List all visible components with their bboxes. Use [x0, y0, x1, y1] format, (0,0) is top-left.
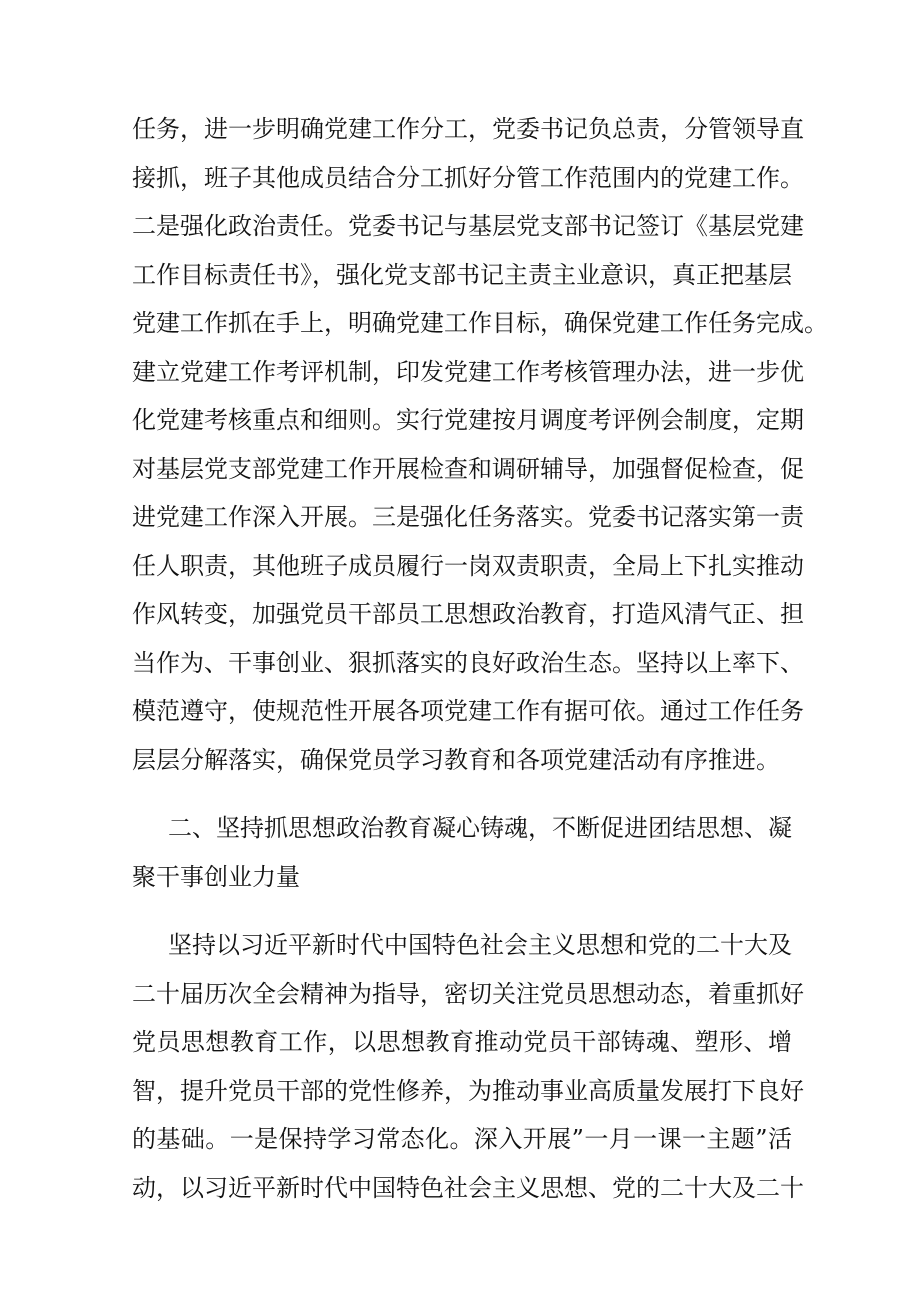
- heading-line: 聚干事创业力量: [132, 862, 300, 891]
- text-line: 接抓，班子其他成员结合分工抓好分管工作范围内的党建工作。: [132, 163, 804, 192]
- text-line: 坚持以习近平新时代中国特色社会主义思想和党的二十大及: [168, 931, 792, 959]
- document-body: [132, 105, 828, 1212]
- text-line: 二十届历次全会精神为指导，密切关注党员思想动态，着重抓好: [132, 979, 804, 1008]
- text-line: 模范遵守，使规范性开展各项党建工作有据可依。通过工作任务: [132, 697, 804, 725]
- text-line: 对基层党支部党建工作开展检查和调研辅导，加强督促检查，促: [132, 454, 804, 483]
- paragraph-spacer: [132, 784, 792, 804]
- paragraph-ideological-education: [132, 921, 804, 1212]
- heading-line: 二、坚持抓思想政治教育凝心铸魂，不断促进团结思想、凝: [168, 814, 792, 842]
- text-line: 化党建考核重点和细则。实行党建按月调度考评例会制度，定期: [132, 406, 804, 434]
- text-line: 动，以习近平新时代中国特色社会主义思想、党的二十大及二十: [132, 1173, 804, 1202]
- text-line: 党建工作抓在手上，明确党建工作目标，确保党建工作任务完成。: [132, 309, 828, 337]
- text-line: 作风转变，加强党员干部员工思想政治教育，打造风清气正、担: [132, 600, 804, 628]
- text-line: 任人职责，其他班子成员履行一岗双责职责，全局上下扎实推动: [132, 551, 804, 580]
- text-line: 工作目标责任书》，强化党支部书记主责主业意识，真正把基层: [132, 260, 792, 289]
- text-line: 进党建工作深入开展。三是强化任务落实。党委书记落实第一责: [132, 503, 804, 531]
- text-line: 的基础。一是保持学习常态化。深入开展”一月一课一主题”活: [132, 1125, 792, 1153]
- paragraph-party-building-duties: [132, 105, 828, 784]
- text-line: 党员思想教育工作，以思想教育推动党员干部铸魂、塑形、增: [132, 1028, 792, 1056]
- text-line: 智，提升党员干部的党性修养，为推动事业高质量发展打下良好: [132, 1076, 804, 1105]
- text-line: 二是强化政治责任。党委书记与基层党支部书记签订《基层党建: [132, 212, 804, 240]
- text-line: 当作为、干事创业、狠抓落实的良好政治生态。坚持以上率下、: [132, 648, 804, 677]
- text-line: 任务，进一步明确党建工作分工，党委书记负总责，分管领导直: [132, 115, 804, 143]
- paragraph-spacer: [132, 901, 792, 921]
- section-heading-ideological-education: [132, 804, 792, 901]
- text-line: 层层分解落实，确保党员学习教育和各项党建活动有序推进。: [132, 745, 780, 774]
- text-line: 建立党建工作考评机制，印发党建工作考核管理办法，进一步优: [132, 357, 804, 386]
